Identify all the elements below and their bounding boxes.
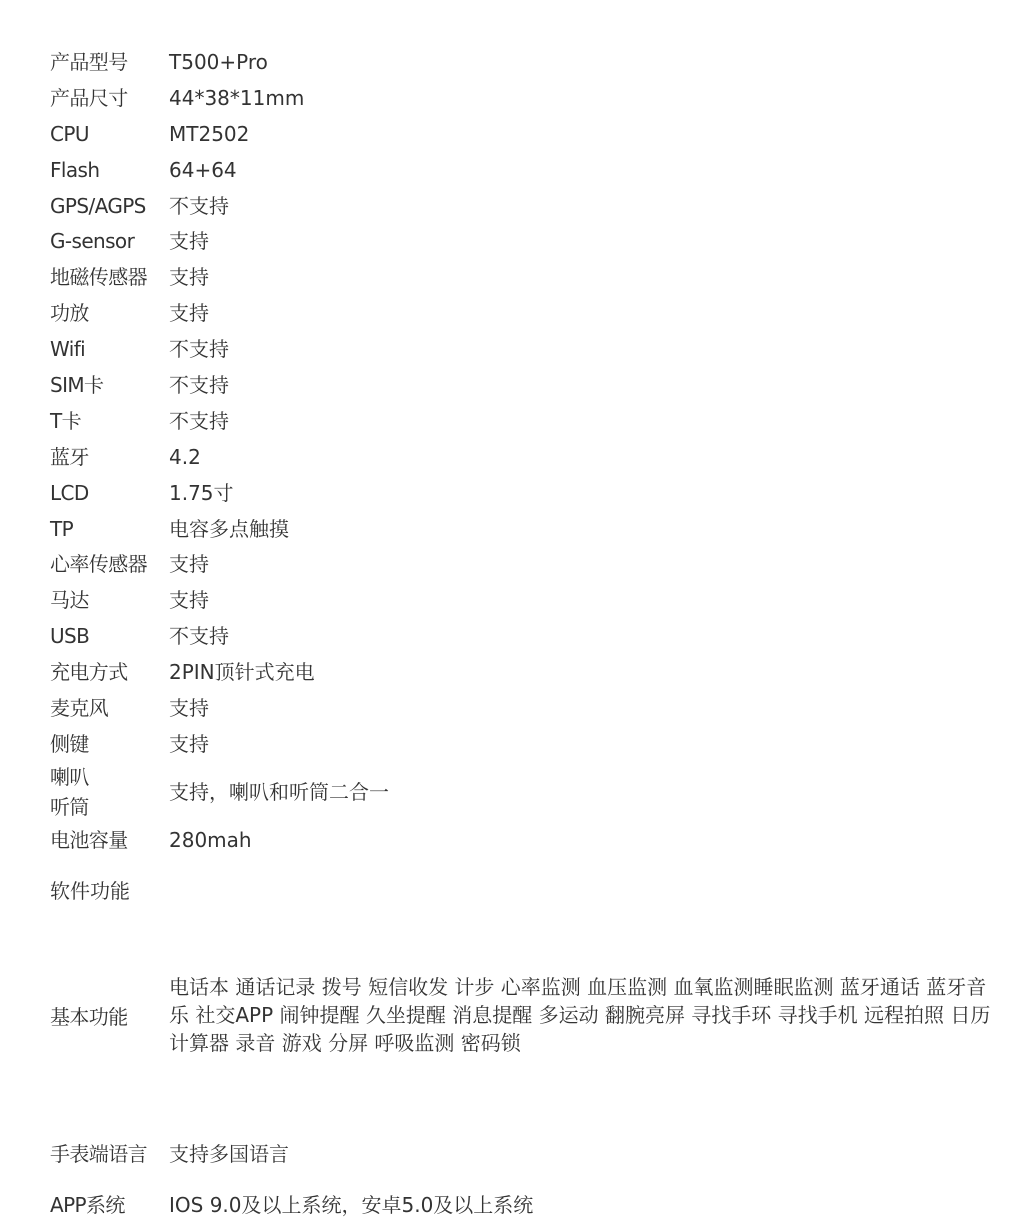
spec-value: 电话本 通话记录 拨号 短信收发 计步 心率监测 血压监测 血氧监测睡眠监测 蓝牙通话 蓝牙音乐 社交APP 闹钟提醒 久坐提醒 消息提醒 多运动 翻腕亮屏 寻找手环 寻找手机 远程拍照 日历 计算器 录音 游戏 分屏 呼吸监测 密码锁 — [169, 975, 991, 1055]
spec-label: USB — [50, 624, 90, 649]
spec-value: 支持 — [169, 588, 209, 613]
spec-label: 麦克风 — [50, 695, 109, 720]
spec-value: 280mah — [169, 827, 252, 852]
spec-value: 4.2 — [169, 444, 201, 469]
spec-label: LCD — [50, 480, 89, 505]
spec-label: 喇叭 — [50, 764, 89, 789]
spec-label: 听筒 — [50, 794, 89, 819]
spec-value: 支持 — [169, 229, 209, 254]
spec-value: 支持 — [169, 301, 209, 326]
spec-label: 马达 — [50, 588, 89, 613]
spec-value: 64+64 — [169, 157, 237, 182]
spec-label: SIM卡 — [50, 372, 104, 397]
spec-row-magnetometer — [50, 259, 1010, 295]
spec-table — [50, 44, 1010, 858]
spec-value: 支持 — [169, 731, 209, 756]
spec-row-tcard — [50, 403, 1010, 439]
spec-label: T卡 — [50, 408, 82, 433]
spec-value: 不支持 — [169, 337, 229, 362]
spec-label: 手表端语言 — [50, 1142, 147, 1166]
spec-row-microphone — [50, 690, 1010, 726]
spec-value: 支持多国语言 — [169, 1142, 289, 1166]
spec-row-motor — [50, 582, 1010, 618]
spec-row-gps — [50, 188, 1010, 224]
spec-value: 不支持 — [169, 372, 229, 397]
spec-row-side-key — [50, 726, 1010, 762]
spec-value: 不支持 — [169, 193, 229, 218]
spec-label: 地磁传感器 — [50, 265, 147, 290]
spec-value: 44*38*11mm — [169, 85, 305, 110]
spec-value: MT2502 — [169, 121, 250, 146]
spec-value: 不支持 — [169, 408, 229, 433]
spec-row-speaker — [50, 762, 1010, 822]
spec-label: 蓝牙 — [50, 444, 89, 469]
spec-row-gsensor — [50, 223, 1010, 259]
spec-value: 支持 — [169, 695, 209, 720]
spec-value: 不支持 — [169, 624, 229, 649]
spec-row-model — [50, 44, 1010, 80]
spec-label: 产品型号 — [50, 49, 128, 74]
spec-value: 支持，喇叭和听筒二合一 — [169, 779, 389, 804]
spec-row-wifi — [50, 331, 1010, 367]
spec-row-bluetooth — [50, 439, 1010, 475]
spec-label: 基本功能 — [50, 1004, 128, 1029]
spec-label-stack — [50, 762, 169, 822]
spec-row-app-system — [50, 1189, 533, 1218]
spec-label: GPS/AGPS — [50, 193, 146, 218]
spec-label: APP系统 — [50, 1193, 125, 1217]
spec-label: 侧键 — [50, 731, 89, 756]
spec-value: 电容多点触摸 — [169, 516, 289, 541]
spec-row-amplifier — [50, 295, 1010, 331]
spec-label: 产品尺寸 — [50, 85, 128, 110]
spec-value: 支持 — [169, 265, 209, 290]
spec-row-size — [50, 80, 1010, 116]
spec-label: 充电方式 — [50, 660, 128, 685]
spec-value: T500+Pro — [169, 49, 268, 74]
spec-label: TP — [50, 516, 74, 541]
spec-row-lcd — [50, 475, 1010, 511]
spec-row-charging — [50, 654, 1010, 690]
spec-row-watch-language — [50, 1138, 289, 1167]
spec-label: Wifi — [50, 337, 86, 362]
software-section-title: 软件功能 — [50, 879, 130, 903]
spec-row-battery — [50, 822, 1010, 858]
spec-label: 电池容量 — [50, 827, 128, 852]
spec-row-usb — [50, 618, 1010, 654]
spec-row-sim — [50, 367, 1010, 403]
spec-row-heart-rate — [50, 546, 1010, 582]
spec-label: 心率传感器 — [50, 552, 147, 577]
spec-row-cpu — [50, 116, 1010, 152]
spec-value: IOS 9.0及以上系统，安卓5.0及以上系统 — [169, 1193, 534, 1217]
spec-label: G-sensor — [50, 229, 135, 254]
spec-label: Flash — [50, 157, 100, 182]
spec-value: 2PIN顶针式充电 — [169, 660, 315, 685]
spec-row-basic-functions — [50, 973, 1000, 1057]
spec-label: 功放 — [50, 301, 89, 326]
spec-value: 支持 — [169, 552, 209, 577]
spec-value: 1.75寸 — [169, 480, 234, 505]
spec-label: CPU — [50, 121, 89, 146]
spec-row-tp — [50, 511, 1010, 547]
spec-row-flash — [50, 152, 1010, 188]
